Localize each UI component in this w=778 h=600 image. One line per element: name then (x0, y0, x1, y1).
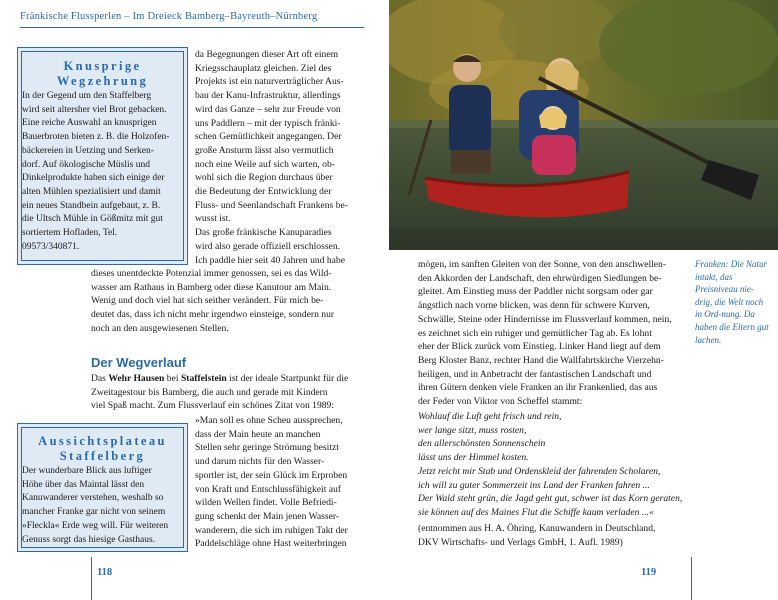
sidebar-box-staffelberg (17, 423, 188, 552)
canoe-photo-illustration (389, 0, 778, 250)
text-line: Kanuwanderer verstehen, weshalb so (22, 493, 164, 504)
text-line: mögen, im sanften Gleiten von der Sonne, von den anschwellen- (418, 259, 667, 270)
text-line: Kriegsschauplatz gleichen. Ziel des (195, 62, 332, 74)
text-line: uns Paddlern – mit der typisch fränki- (195, 117, 341, 129)
text-line: wanderern, die sich im ruhigen Takt der (195, 524, 348, 536)
text-line: ängstlich nach vorne blicken, was denn für schwere Kurven, (418, 300, 650, 312)
body-column-upper (195, 48, 365, 267)
text-line: Der wunderbare Blick aus luftiger (22, 466, 152, 476)
text-line: »Man soll es ohne Scheu aussprechen, (195, 415, 343, 426)
text-line: Dinkelprodukte haben sich einige der (22, 173, 165, 184)
text-line: 09573/340871. (22, 241, 80, 252)
text-line: ihren Gütern denken viele Franken an ihr Frankenlied, das aus (418, 382, 658, 394)
text-line: große Ansturm lässt also vermutlich (195, 144, 334, 156)
text-line: von Kraft und Entschlussfähigkeit auf (195, 483, 342, 495)
text-line: Berg Kloster Banz, rechter Hand die Wallfahrtskirche Vierzehn- (418, 354, 664, 366)
photo-canoe-family (389, 0, 778, 250)
text-line: gleitet. Am Einstieg muss der Paddler nicht sorgsam oder gar (418, 286, 653, 298)
text-line: wird seit altersher viel Brot gebacken. (22, 104, 167, 115)
text-line: Höhe über das Maintal lässt den (22, 479, 145, 490)
page-number: 119 (641, 567, 657, 578)
box-title-line2: Staffelberg (59, 449, 146, 463)
text-line: gung schenkt der Main jenen Wasser- (195, 510, 340, 522)
text-line: mancher Franke gar nicht von seinem (22, 507, 166, 518)
sidebar-box-wegzehrung (17, 47, 188, 265)
text-line: Schwälle, Steine oder Hindernisse im Flussverlauf kommen, nein, (418, 313, 672, 325)
header-rule (20, 27, 364, 28)
page-number-rule (91, 557, 92, 600)
box-title-line1: Knusprige (63, 59, 142, 73)
box-title-line2: Wegzehrung (56, 74, 149, 88)
text-line: »Fleckla« Erde weg will. Für weiteren (22, 520, 169, 531)
text-line: sportler ist, der sein Glück im Erproben (195, 469, 348, 481)
text-line: Der Wald steht grün, die Jagd geht gut, schwer ist das Korn geraten, (418, 493, 683, 505)
box-body (22, 90, 182, 254)
text-line: (entnommen aus H. A. Öhring, Kanuwandern in Deutschland, (418, 523, 656, 534)
text-line: Stellen sehr geringe Strömung besitzt (195, 442, 339, 454)
text-line: Wohlauf die Luft geht frisch und rein, (418, 411, 562, 422)
text-line: viel Spaß macht. Zum Flussverlauf ein schönes Zitat von 1989: (91, 400, 335, 412)
text-line: Ich paddle hier seit 40 Jahren und habe (195, 254, 345, 266)
text-line: wird also gerade offiziell erschlossen. (195, 240, 341, 252)
text-line: Wenig und doch viel hat sich seither verändert. Für mich be- (91, 295, 324, 307)
text-line: eher der Blick zurück vom Einstieg. Linker Hand liegt auf dem (418, 341, 661, 353)
text-line: noch an den ausgewiesenen Stellen. (91, 322, 229, 334)
text-line: dieses unentdeckte Potenzial immer genossen, sei es das Wild- (91, 268, 332, 279)
place-staffelstein: Staffelstein (180, 373, 227, 384)
left-page (0, 0, 388, 600)
text-line: Eine reiche Auswahl an knusprigen (22, 118, 157, 129)
text-line: Bauerbroten bieten z. B. die Holzofen- (22, 132, 170, 143)
text-line: da Begegnungen dieser Art oft einem (195, 49, 339, 60)
text-line: Fluss- und Seenlandschaft Frankens be- (195, 199, 348, 211)
text-line: noch eine Weile auf sich warten, ob- (195, 158, 335, 170)
text-line: Zweitagestour bis Bamberg, die auch und gerade mit Kindern (91, 386, 328, 398)
text-run: Das (91, 373, 109, 384)
text-line: die Bedeutung der Entwicklung der (195, 186, 332, 198)
text-line: Genuss sorgt das hiesige Gasthaus. (22, 534, 156, 545)
text-line: es zeichnet sich ein ruhiger und gemütlicher Tag ab. Es lohnt (418, 327, 652, 339)
text-line: DKV Wirtschafts- und Verlags GmbH, 1. Aufl. 1989) (418, 536, 623, 548)
text-line: wilden Wellen findet. Volle Befriedi- (195, 497, 337, 509)
text-line: wohl sich die Region durchaus über (195, 172, 333, 184)
section-line (91, 372, 365, 386)
body-column-right (418, 258, 691, 409)
photo-caption: Franken: Die Natur intakt, das Preisniveau nie-drig, die Welt noch in Ord-nung. Da haben die Eltern gut lachen. (695, 259, 769, 345)
text-line: sie können auf des Maines Flut die Schiffe kaum verladen ...« (418, 506, 654, 518)
running-header: Fränkische Flussperlen – Im Dreieck Bamberg–Bayreuth–Nürnberg (20, 11, 318, 22)
text-run: ist der ideale Startpunkt für die (226, 373, 349, 384)
right-page (389, 0, 778, 600)
text-line: bäckereien in Uetzing und Serken- (22, 145, 154, 156)
section-title: Der Wegverlauf (91, 355, 187, 370)
text-line: heiligen, und in Anbetracht der fantastischen Landschaft und (418, 368, 652, 380)
text-line: Paddelschläge ohne Hast weiterbringen (195, 538, 347, 550)
text-line: schen Gemütlichkeit angegangen. Der (195, 131, 342, 143)
text-line: wird das Ganze – sehr zur Freude von (195, 103, 341, 115)
text-line: den allerschönsten Sonnenschein (418, 438, 546, 450)
text-line: In der Gegend um den Staffelberg (22, 91, 152, 101)
text-line: dorf. Auf ökologische Müslis und (22, 159, 150, 170)
text-run: bei (164, 373, 181, 384)
text-line: bau der Kanu-Infrastruktur, allerdings (195, 90, 341, 102)
text-line: lässt uns der Himmel kosten. (418, 452, 529, 464)
text-line: Das große fränkische Kanuparadies (195, 227, 332, 239)
text-line: Jetzt reicht mir Stab und Ordenskleid der fahrenden Scholaren, (418, 465, 661, 477)
box-body (22, 465, 182, 547)
section-paragraph (91, 372, 365, 413)
poem-block (418, 410, 708, 520)
text-line: und darum nichts für den Wasser- (195, 456, 325, 468)
quote-column (195, 414, 365, 551)
box-title-line1: Aussichtsplateau (38, 434, 167, 448)
text-line: die Ultsch Mühle in Gößmitz mit gut (22, 214, 163, 225)
text-line: sortiertem Hofladen, Tel. (22, 228, 118, 239)
text-line: den Akkorden der Landschaft, den ehrwürdigen Siedlungen be- (418, 272, 662, 284)
text-line: deutet das, dass ich nicht mehr irgendwo einsteige, sondern nur (91, 309, 335, 321)
place-wehr-hausen: Wehr Hausen (108, 373, 165, 384)
source-citation (418, 522, 708, 549)
text-line: wasser am Rathaus in Bamberg oder diese Kanutour am Main. (91, 281, 332, 293)
text-line: Projekts ist ein naturverträglicher Aus- (195, 76, 344, 88)
text-line: alten Mühlen spezialisiert und damit (22, 186, 161, 197)
text-line: wusst ist. (195, 213, 231, 225)
page-number: 118 (97, 567, 113, 578)
body-paragraph-wide (91, 267, 365, 336)
text-line: dass der Main heute an manchen (195, 428, 321, 440)
page-number-rule (691, 557, 692, 600)
text-line: wer lange sitzt, muss rosten, (418, 424, 527, 436)
text-line: ein neues Standbein aufgebaut, z. B. (22, 200, 161, 211)
text-line: ich will zu guter Sommerzeit ins Land der Franken fahren ... (418, 479, 650, 491)
text-line: der Feder von Viktor von Scheffel stammt: (418, 396, 583, 408)
